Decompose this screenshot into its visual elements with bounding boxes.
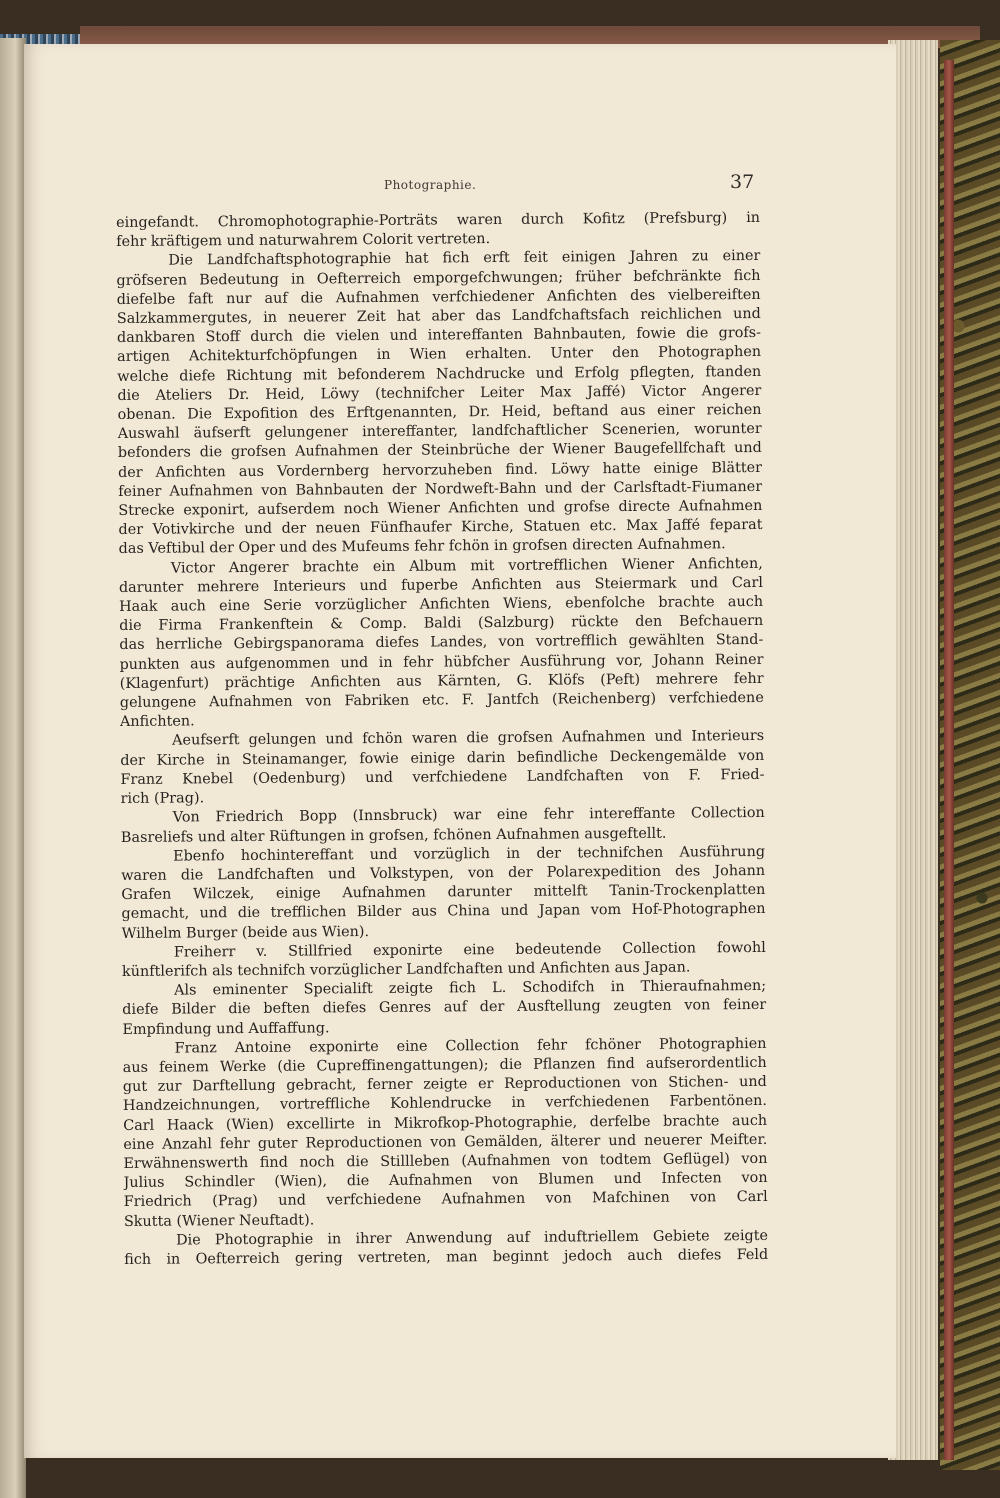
- text-line: Friedrich (Prag) und verfchiedene Aufnahmen von Mafchinen von Carl: [123, 1189, 768, 1211]
- text-line: fich in Oefterreich gering vertreten, man beginnt jedoch auch diefes Feld: [124, 1246, 769, 1268]
- text-line: künftlerifch als technifch vorzüglicher Landfchaften und Anfichten aus Japan.: [121, 959, 691, 980]
- text-line: Grafen Wilczek, einige Aufnahmen darunter mittelft Tanin-Trockenplatten: [121, 882, 766, 904]
- text-line: Ebenfo hochintereffant und vorzüglich in der technifchen Ausführung: [172, 843, 766, 865]
- text-line: darunter mehrere Interieurs und fuperbe Anfichten aus Steiermark und Carl: [118, 574, 763, 596]
- text-line: Von Friedrich Bopp (Innsbruck) war eine fehr intereffante Collection: [172, 805, 765, 826]
- text-line: Aeufserft gelungen und fchön waren die grofsen Aufnahmen und Interieurs: [172, 728, 765, 750]
- text-line: Carl Haack (Wien) excellirte in Mikrofkop-Photographie, derfelbe brachte auch: [123, 1112, 768, 1134]
- page-number: 37: [730, 171, 755, 193]
- cover-spine-edge: [944, 60, 954, 1460]
- text-line: diefe Bilder die beften diefes Genres auf der Ausftellung zeugten von feiner: [122, 997, 767, 1019]
- text-line: Empfindung und Auffaffung.: [122, 1019, 330, 1038]
- text-line: der Kirche in Steinamanger, fowie einige darin befindliche Deckengemälde von: [120, 747, 765, 769]
- text-line: waren die Landfchaften und Volkstypen, von der Polarexpedition des Johann: [121, 862, 766, 884]
- text-line: welche diefe Richtung mit befonderem Nachdrucke und Erfolg pflegten, ftanden: [117, 363, 762, 385]
- text-line: rich (Prag).: [120, 790, 205, 808]
- text-line: eingefandt. Chromophotographie-Porträts waren durch Kofitz (Prefsburg) in: [116, 209, 761, 231]
- text-line: der Votivkirche und der neuen Fünfhaufer Kirche, Statuen etc. Max Jaffé feparat: [118, 517, 763, 539]
- text-line: gelungene Aufnahmen von Fabriken etc. F. Jantfch (Reichenberg) verfchiedene: [119, 690, 764, 712]
- text-line: feiner Aufnahmen von Bahnbauten der Nordweft-Bahn und der Carlsftadt-Fiumaner: [118, 478, 763, 500]
- text-line: Skutta (Wiener Neuftadt).: [123, 1212, 315, 1230]
- text-line: Victor Angerer brachte ein Album mit vortrefflichen Wiener Anfichten,: [170, 555, 763, 577]
- text-line: Salzkammergutes, in neuerer Zeit hat aber das Landfchaftsfach reichlichen und: [116, 305, 761, 328]
- text-line: gemacht, und die trefflichen Bilder aus China und Japan vom Hof-Photographen: [121, 901, 766, 923]
- running-title: Photographie.: [384, 178, 477, 192]
- text-line: Franz Antoine exponirte eine Collection fehr fchöner Photographien: [174, 1035, 767, 1057]
- text-line: das Veftibul der Oper und des Mufeums fehr fchön in grofsen directen Aufnahmen.: [118, 536, 726, 558]
- text-line: punkten aus aufgenommen und in fehr hübfcher Ausführung vor, Johann Reiner: [119, 651, 764, 673]
- text-line: fehr kräftigem und naturwahrem Colorit vertreten.: [116, 231, 491, 251]
- text-line: diefelbe faft nur auf die Aufnahmen verfchiedener Anfichten des vielbereiften: [116, 286, 761, 308]
- text-line: Handzeichnungen, vortreffliche Kohlendrucke in verfchiedenen Farbentönen.: [122, 1093, 768, 1115]
- text-line: Basreliefs und alter Rüftungen in grofsen, fchönen Aufnahmen ausgeftellt.: [120, 825, 667, 846]
- text-line: Auswahl äufserft gelungener intereffanter, landfchaftlicher Scenerien, worunter: [117, 421, 762, 443]
- text-line: gut zur Darftellung gebracht, ferner zeigte er Reproductionen von Stichen- und: [122, 1074, 767, 1096]
- text-line: die Firma Frankenftein & Comp. Baldi (Salzburg) rückte den Befchauern: [119, 613, 764, 635]
- text-line: das herrliche Gebirgspanorama diefes Landes, von vortrefflich gewählten Stand-: [119, 632, 764, 654]
- text-line: die Ateliers Dr. Heid, Löwy (technifcher Leiter Max Jaffé) Victor Angerer: [117, 382, 762, 404]
- text-line: dankbaren Stoff durch die vielen und intereffanten Bahnbauten, fowie die grofs-: [116, 325, 762, 347]
- text-line: aus feinem Werke (die Cupreffinengattungen); die Pflanzen find aufserordentlich: [122, 1054, 767, 1076]
- text-line: gröfseren Bedeutung in Oefterreich emporgefchwungen; früher befchränkte fich: [116, 267, 761, 289]
- facing-page-edge: [0, 38, 26, 1498]
- text-line: Die Photographie in ihrer Anwendung auf induftriellem Gebiete zeigte: [175, 1227, 769, 1249]
- text-line: Franz Knebel (Oedenburg) und verfchiedene Landfchaften von F. Fried-: [120, 766, 765, 788]
- text-line: Die Landfchaftsphotographie hat fich erft feit einigen Jahren zu einer: [168, 248, 761, 269]
- body-text: [116, 209, 768, 1270]
- text-line: Als eminenter Specialift zeigte fich L. Schodifch in Thieraufnahmen;: [174, 978, 767, 999]
- text-line: (Klagenfurt) prächtige Anfichten aus Kärnten, G. Klöfs (Peft) mehrere fehr: [119, 670, 764, 692]
- text-line: Strecke exponirt, aufserdem noch Wiener Anfichten und grofse directe Aufnahmen: [118, 497, 763, 520]
- text-line: Wilhelm Burger (beide aus Wien).: [121, 923, 370, 942]
- text-line: Freiherr v. Stillfried exponirte eine bedeutende Collection fowohl: [173, 939, 766, 961]
- text-line: eine Anzahl fehr guter Reproductionen von Gemälden, älterer und neuerer Meifter.: [123, 1131, 768, 1153]
- text-line: artigen Achitekturfchöpfungen in Wien erhalten. Unter den Photographen: [117, 344, 762, 366]
- text-line: der Anfichten aus Vordernberg hervorzuheben find. Löwy hatte einige Blätter: [117, 459, 763, 481]
- text-line: Julius Schindler (Wien), die Aufnahmen von Blumen und Infecten von: [123, 1170, 768, 1192]
- text-line: Haak auch eine Serie vorzüglicher Anfichten Wiens, ebenfolche brachte auch: [119, 593, 764, 616]
- text-line: obenan. Die Expofition des Erftgenannten, Dr. Heid, beftand aus einer reichen: [117, 401, 762, 424]
- text-line: Erwähnenswerth find noch die Stillleben (Aufnahmen von todtem Geflügel) von: [123, 1150, 768, 1172]
- text-line: befonders die grofsen Aufnahmen der Steinbrüche der Wiener Baugefellfchaft und: [117, 440, 762, 462]
- text-line: Anfichten.: [119, 713, 195, 731]
